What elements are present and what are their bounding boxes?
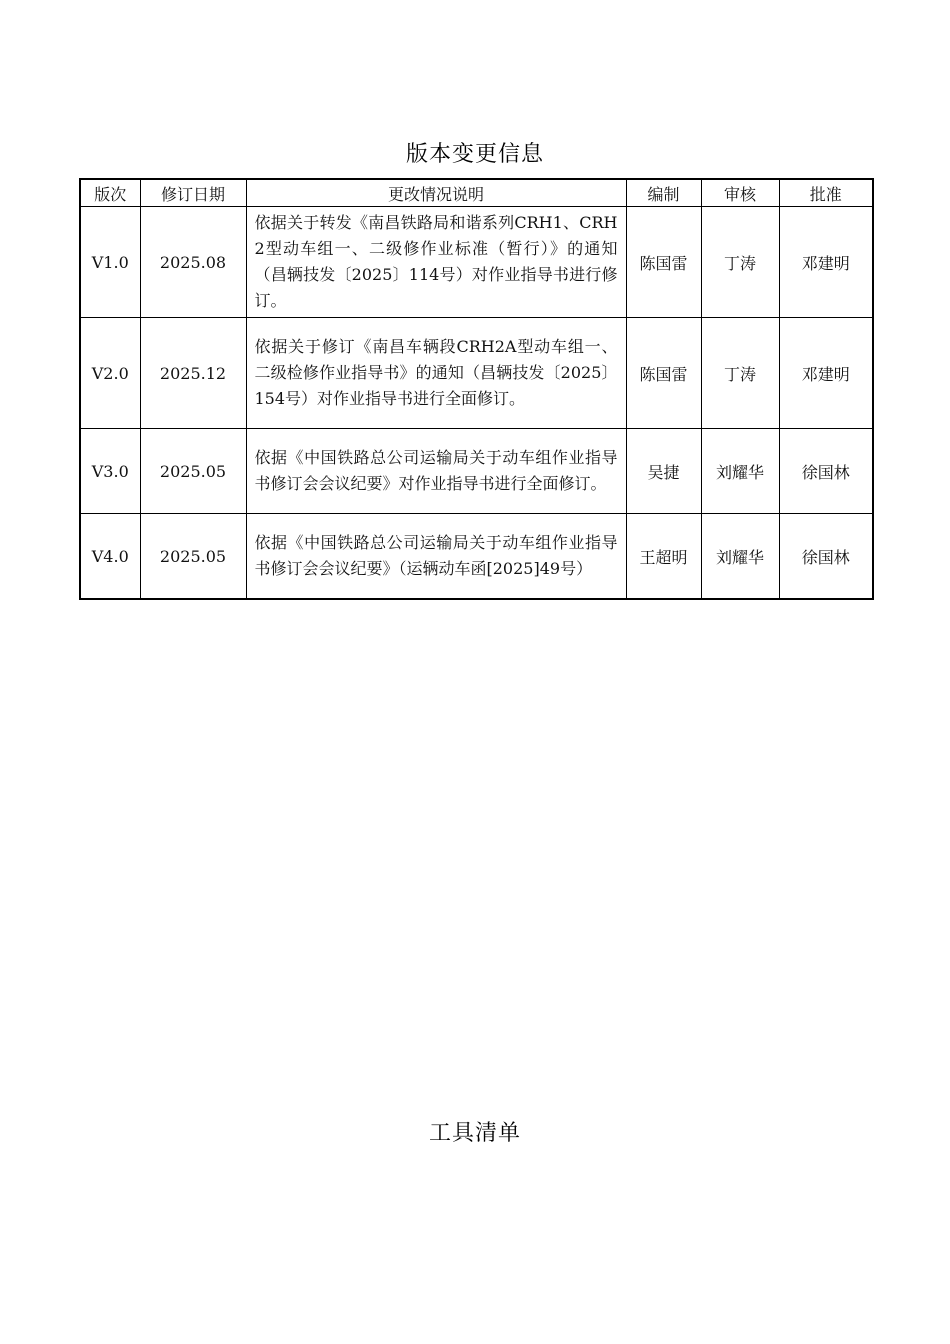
cell-approver: 徐国林 (779, 514, 873, 600)
header-version: 版次 (80, 179, 140, 207)
cell-editor: 吴捷 (626, 429, 701, 514)
cell-date: 2025.08 (140, 207, 246, 318)
cell-reviewer: 刘耀华 (701, 514, 779, 600)
cell-description: 依据关于修订《南昌车辆段CRH2A型动车组一、二级检修作业指导书》的通知（昌辆技发〔2025〕154号）对作业指导书进行全面修订。 (246, 318, 626, 429)
tools-list-title: 工具清单 (428, 1121, 521, 1146)
cell-editor: 陈国雷 (626, 207, 701, 318)
cell-version: V3.0 (80, 429, 140, 514)
header-change-description: 更改情况说明 (246, 179, 626, 207)
cell-version: V4.0 (80, 514, 140, 600)
cell-editor: 陈国雷 (626, 318, 701, 429)
cell-date: 2025.05 (140, 514, 246, 600)
header-revision-date: 修订日期 (140, 179, 246, 207)
cell-description: 依据《中国铁路总公司运输局关于动车组作业指导书修订会会议纪要》（运辆动车函[2025]49号） (246, 514, 626, 600)
cell-description: 依据《中国铁路总公司运输局关于动车组作业指导书修订会会议纪要》对作业指导书进行全面修订。 (246, 429, 626, 514)
cell-date: 2025.12 (140, 318, 246, 429)
cell-version: V1.0 (80, 207, 140, 318)
cell-reviewer: 刘耀华 (701, 429, 779, 514)
header-reviewer: 审核 (701, 179, 779, 207)
cell-approver: 邓建明 (779, 207, 873, 318)
cell-date: 2025.05 (140, 429, 246, 514)
header-editor: 编制 (626, 179, 701, 207)
header-approver: 批准 (779, 179, 873, 207)
cell-version: V2.0 (80, 318, 140, 429)
version-change-title: 版本变更信息 (405, 142, 544, 167)
table-row (80, 514, 873, 600)
cell-reviewer: 丁涛 (701, 318, 779, 429)
table-row (80, 318, 873, 429)
cell-reviewer: 丁涛 (701, 207, 779, 318)
table-row (80, 429, 873, 514)
cell-approver: 邓建明 (779, 318, 873, 429)
table-header-row (80, 179, 873, 207)
cell-approver: 徐国林 (779, 429, 873, 514)
cell-editor: 王超明 (626, 514, 701, 600)
table-row (80, 207, 873, 318)
version-change-table (79, 178, 874, 600)
cell-description: 依据关于转发《南昌铁路局和谐系列CRH1、CRH2型动车组一、二级修作业标准（暂行）》的通知（昌辆技发〔2025〕114号）对作业指导书进行修订。 (246, 207, 626, 318)
